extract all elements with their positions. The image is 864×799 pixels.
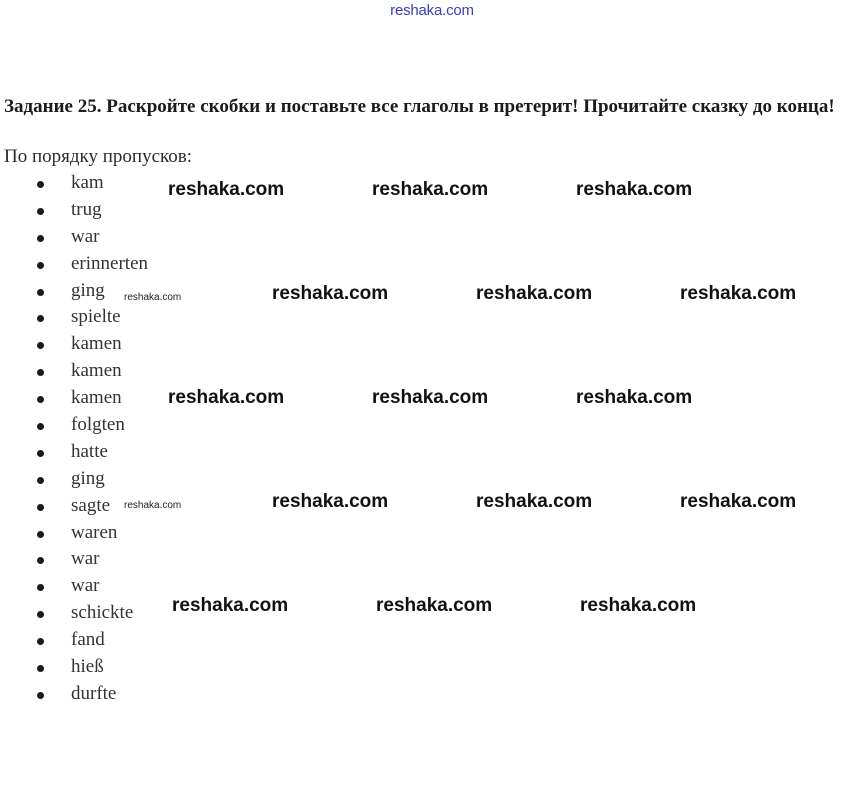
answer-word: schickte <box>71 602 134 624</box>
list-item <box>0 573 148 600</box>
bullet-icon <box>37 289 44 296</box>
answer-word: war <box>71 575 100 597</box>
answers-intro: По порядку пропусков: <box>4 146 193 167</box>
bullet-icon <box>37 369 44 376</box>
watermark: reshaka.com <box>172 595 289 616</box>
list-item <box>0 251 148 278</box>
watermark: reshaka.com <box>168 179 285 200</box>
answer-word: hatte <box>71 440 108 462</box>
watermark: reshaka.com <box>580 595 697 616</box>
bullet-icon <box>37 477 44 484</box>
answer-word: erinnerten <box>71 252 149 274</box>
bullet-icon <box>37 342 44 349</box>
list-item <box>0 627 148 654</box>
list-item <box>0 412 148 439</box>
bullet-icon <box>37 450 44 457</box>
list-item <box>0 224 148 251</box>
bullet-icon <box>37 584 44 591</box>
watermark: reshaka.com <box>476 491 593 512</box>
answer-word: waren <box>71 521 118 543</box>
list-item <box>0 331 148 358</box>
watermark: reshaka.com <box>372 179 489 200</box>
list-item <box>0 600 148 627</box>
bullet-icon <box>37 665 44 672</box>
answer-word: hieß <box>71 656 104 678</box>
list-item <box>0 385 148 412</box>
list-item <box>0 681 148 708</box>
answer-word: trug <box>71 198 102 220</box>
task-title: Задание 25. Раскройте скобки и поставьте все глаголы в претерит! Прочитайте сказку до конца! <box>4 96 835 117</box>
list-item <box>0 170 148 197</box>
watermark: reshaka.com <box>476 283 593 304</box>
answer-word: kamen <box>71 387 122 409</box>
bullet-icon <box>37 208 44 215</box>
watermark-small: reshaka.com <box>124 292 182 303</box>
answer-word: sagte <box>71 494 111 516</box>
answer-word: war <box>71 548 100 570</box>
watermark: reshaka.com <box>372 387 489 408</box>
bullet-icon <box>37 611 44 618</box>
answer-word: ging <box>71 467 105 489</box>
bullet-icon <box>37 315 44 322</box>
bullet-icon <box>37 638 44 645</box>
answer-word: kamen <box>71 360 122 382</box>
bullet-icon <box>37 692 44 699</box>
list-item <box>0 197 148 224</box>
list-item <box>0 358 148 385</box>
watermark: reshaka.com <box>272 491 389 512</box>
answer-word: fand <box>71 629 105 651</box>
watermark: reshaka.com <box>576 179 693 200</box>
bullet-icon <box>37 181 44 188</box>
watermark: reshaka.com <box>376 595 493 616</box>
list-item <box>0 520 148 547</box>
answer-word: war <box>71 225 100 247</box>
list-item <box>0 304 148 331</box>
answer-word: ging <box>71 279 105 301</box>
list-item <box>0 466 148 493</box>
site-header-link[interactable]: reshaka.com <box>390 2 474 19</box>
watermark: reshaka.com <box>680 283 797 304</box>
watermark: reshaka.com <box>680 491 797 512</box>
list-item <box>0 654 148 681</box>
answer-word: kam <box>71 172 104 193</box>
watermark: reshaka.com <box>272 283 389 304</box>
answer-word: spielte <box>71 306 121 328</box>
list-item <box>0 546 148 573</box>
bullet-icon <box>37 504 44 511</box>
bullet-icon <box>37 423 44 430</box>
bullet-icon <box>37 396 44 403</box>
list-item <box>0 439 148 466</box>
bullet-icon <box>37 557 44 564</box>
bullet-icon <box>37 531 44 538</box>
answer-word: kamen <box>71 333 122 355</box>
answers-list <box>0 170 148 708</box>
watermark: reshaka.com <box>168 387 285 408</box>
answer-word: folgten <box>71 414 125 436</box>
bullet-icon <box>37 235 44 242</box>
bullet-icon <box>37 262 44 269</box>
watermark: reshaka.com <box>576 387 693 408</box>
answer-word: durfte <box>71 682 117 704</box>
watermark-small: reshaka.com <box>124 500 182 511</box>
